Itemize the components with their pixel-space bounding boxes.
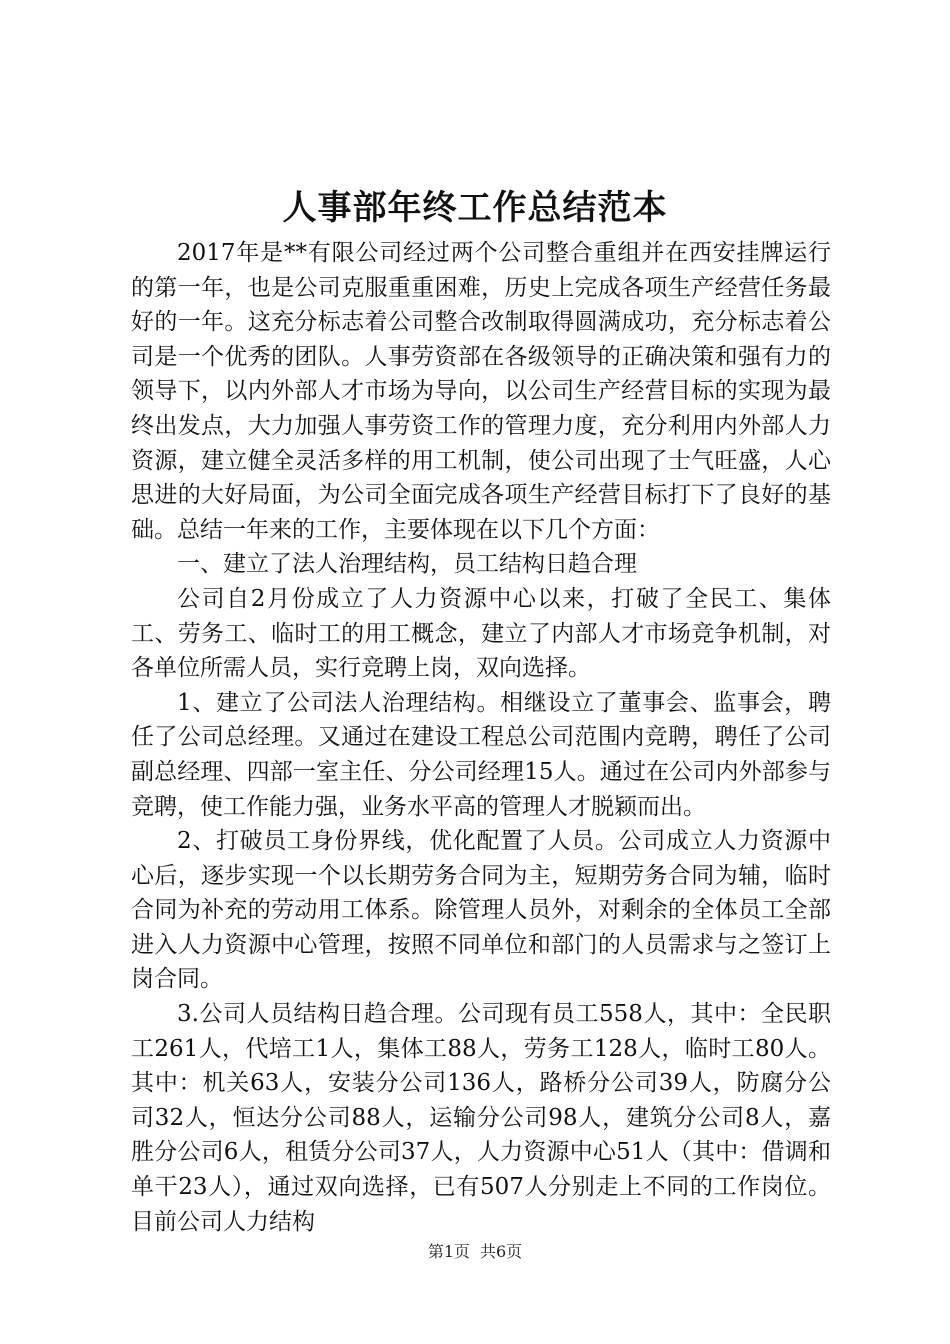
page-total: 共6页 [480, 1242, 523, 1261]
page-number: 第1页 [427, 1242, 470, 1261]
page-footer [0, 1240, 950, 1264]
paragraph-item-1: 1、建立了公司法人治理结构。相继设立了董事会、监事会，聘任了公司总经理。又通过在建设工程总公司范围内竞聘，聘任了公司副总经理、四部一室主任、分公司经理15人。通过在公司内外部参与竞聘，使工作能力强，业务水平高的管理人才脱颖而出。 [131, 689, 831, 820]
section-heading-1: 一、建立了法人治理结构，员工结构日趋合理 [177, 551, 637, 578]
paragraph-item-3: 3.公司人员结构日趋合理。公司现有员工558人，其中：全民职工261人，代培工1人，集体工88人，劳务工128人，临时工80人。其中：机关63人，安装分公司136人，路桥分公司39人，防腐分公司32人，恒达分公司88人，运输分公司98人，建筑分公司8人，嘉胜分公司6人，租赁分公司37人，人力资源中心51人（其中：借调和单干23人），通过双向选择，已有507人分别走上不同的工作岗位。目前公司人力结构 [131, 1001, 831, 1235]
paragraph-item-2: 2、打破员工身份界线，优化配置了人员。公司成立人力资源中心后，逐步实现一个以长期劳务合同为主，短期劳务合同为辅，临时合同为补充的劳动用工体系。除管理人员外，对剩余的全体员工全部进入人力资源中心管理，按照不同单位和部门的人员需求与之签订上岗合同。 [131, 828, 831, 993]
document-body [131, 236, 831, 1239]
document-title: 人事部年终工作总结范本 [282, 188, 668, 228]
paragraph-intro: 2017年是**有限公司经过两个公司整合重组并在西安挂牌运行的第一年，也是公司克服重重困难，历史上完成各项生产经营任务最好的一年。这充分标志着公司整合改制取得圆满成功，充分标志着公司是一个优秀的团队。人事劳资部在各级领导的正确决策和强有力的领导下，以内外部人才市场为导向，以公司生产经营目标的实现为最终出发点，大力加强人事劳资工作的管理力度，充分利用内外部人力资源，建立健全灵活多样的用工机制，使公司出现了士气旺盛，人心思进的大好局面，为公司全面完成各项生产经营目标打下了良好的基础。总结一年来的工作，主要体现在以下几个方面： [131, 240, 831, 543]
paragraph-hr-center: 公司自2月份成立了人力资源中心以来，打破了全民工、集体工、劳务工、临时工的用工概念，建立了内部人才市场竞争机制，对各单位所需人员，实行竞聘上岗，双向选择。 [131, 585, 831, 682]
